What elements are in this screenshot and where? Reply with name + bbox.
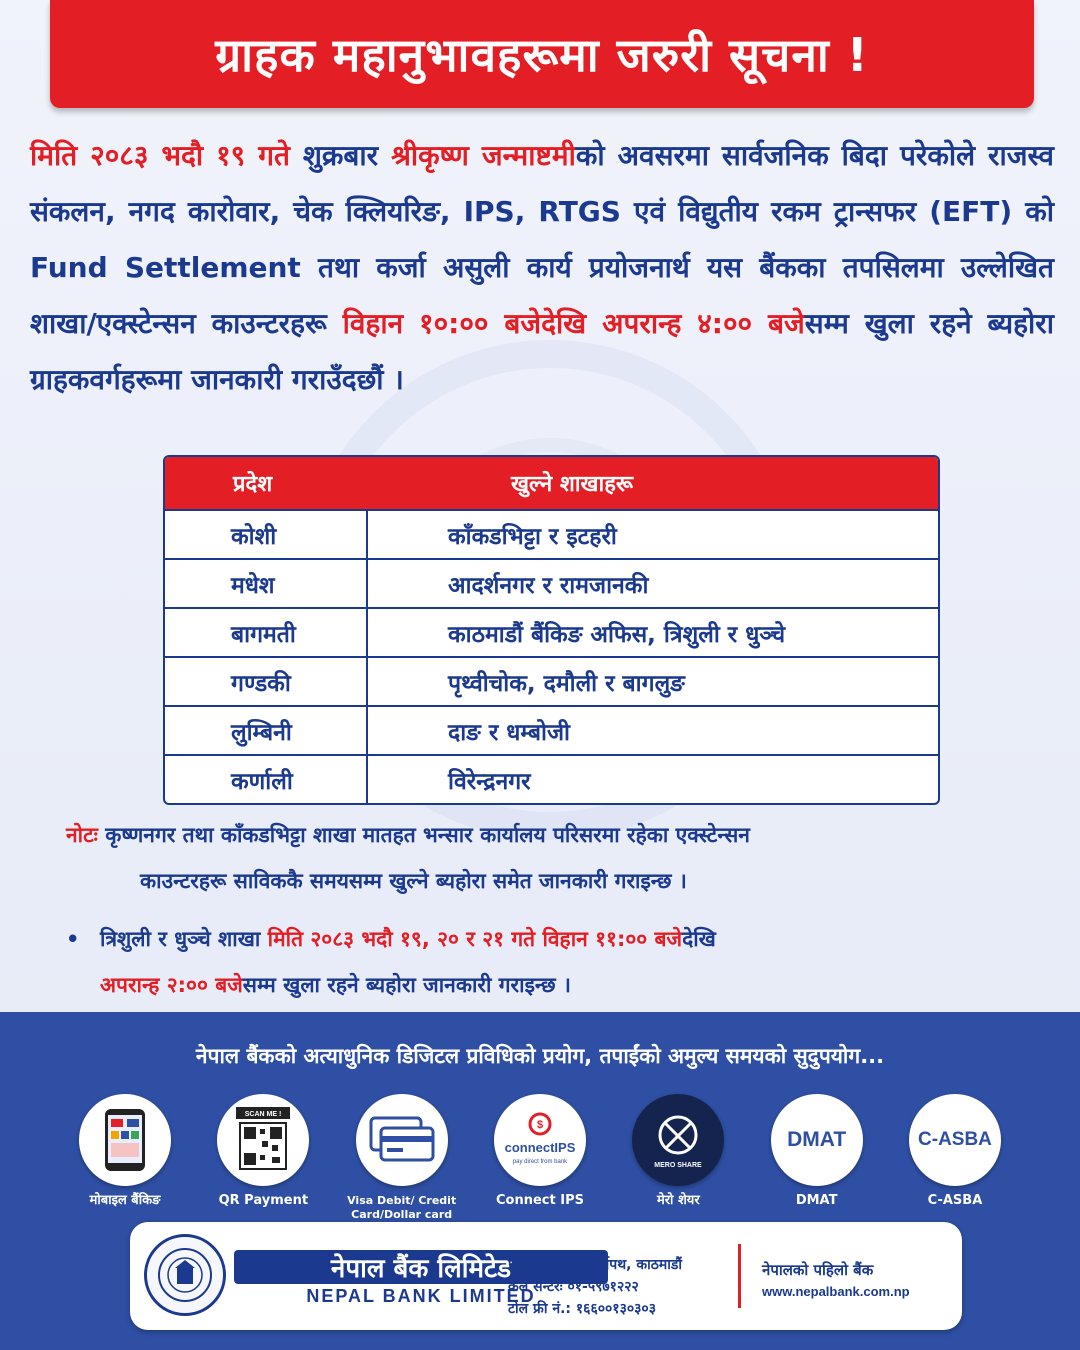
- service-dmat[interactable]: [762, 1094, 872, 1222]
- table-row: [165, 607, 938, 656]
- bullet-branches: त्रिशुली र धुञ्चे शाखा: [100, 927, 268, 951]
- table-header: [165, 457, 938, 509]
- service-label: Visa Debit/ Credit Card/Dollar card: [347, 1194, 457, 1221]
- table-row: [165, 558, 938, 607]
- intro-hours: विहान १०:०० बजेदेखि अपरान्ह ४:०० बजे: [342, 307, 805, 340]
- province-cell: कर्णाली: [165, 756, 368, 803]
- service-label: C-ASBA: [927, 1193, 983, 1208]
- branch-table: [163, 455, 940, 805]
- bullet-until: अपरान्ह २:०० बजे: [100, 973, 243, 997]
- bullet-from: देखि: [682, 927, 716, 951]
- svg-text:$: $: [536, 1119, 544, 1131]
- table-row: [165, 656, 938, 705]
- header-branches: खुल्ने शाखाहरू: [511, 472, 633, 497]
- province-cell: मधेश: [165, 560, 368, 607]
- bullet-note: [66, 916, 1026, 1008]
- province-cell: बागमती: [165, 609, 368, 656]
- mero-share-icon: [632, 1094, 724, 1186]
- bank-tagline: नेपालको पहिलो बैंक: [762, 1261, 874, 1279]
- connect-ips-logo-sub: pay direct from bank: [512, 1159, 568, 1165]
- service-label: मेरो शेयर: [656, 1193, 700, 1208]
- footer-card: [130, 1222, 962, 1330]
- table-row: [165, 509, 938, 558]
- province-cell: लुम्बिनी: [165, 707, 368, 754]
- casba-icon: [909, 1094, 1001, 1186]
- bank-name-nepali: नेपाल बैंक लिमिटेड: [234, 1250, 608, 1284]
- branches-cell: आदर्शनगर र रामजानकी: [448, 572, 649, 599]
- province-cell: गण्डकी: [165, 658, 368, 705]
- bullet-marker: •: [66, 927, 80, 951]
- connect-ips-icon: [494, 1094, 586, 1186]
- service-mobile-banking[interactable]: [70, 1094, 180, 1222]
- intro-closing: सम्म खुला रहने ब्यहोरा ग्राहकवर्गहरूमा जानकारी गराउँदछौं ।: [30, 307, 1054, 396]
- headline-title: ग्राहक महानुभावहरूमा जरुरी सूचना !: [215, 28, 869, 82]
- call-center: कल सेन्टरः ०१-५९७१२२२: [508, 1279, 639, 1295]
- website-link[interactable]: www.nepalbank.com.np: [762, 1284, 910, 1299]
- note-block: [66, 812, 1026, 904]
- branches-cell: पृथ्वीचोक, दमौली र बागलुङ: [448, 670, 685, 697]
- service-label: QR Payment: [218, 1193, 309, 1208]
- service-c-asba[interactable]: [900, 1094, 1010, 1222]
- mobile-phone-icon: [79, 1094, 171, 1186]
- digital-title: नेपाल बैंकको अत्याधुनिक डिजिटल प्रविधिको प्रयोग, तपाईंको अमुल्य समयको सुदुपयोग...: [195, 1044, 885, 1068]
- footer-divider: [738, 1244, 741, 1308]
- service-label: Connect IPS: [495, 1193, 584, 1208]
- intro-date: मिति २०८३ भदौ १९ गते: [30, 139, 290, 172]
- services-row: [70, 1094, 1010, 1222]
- branches-cell: काँकडभिट्टा र इटहरी: [448, 523, 617, 550]
- bank-name-english: NEPAL BANK LIMITED: [306, 1286, 536, 1306]
- toll-free: टोल फ्री नं.: १६६००१३०३०३: [508, 1301, 656, 1317]
- bullet-dates: मिति २०८३ भदौ १९, २० र २१ गते विहान ११:०० बजे: [267, 927, 683, 951]
- connect-ips-logo-text: connectIPS: [504, 1140, 576, 1155]
- branches-cell: दाङ र धम्बोजी: [448, 719, 570, 746]
- branches-cell: विरेन्द्रनगर: [448, 768, 531, 795]
- branches-cell: काठमाडौं बैंकिङ अफिस, त्रिशुली र धुञ्चे: [448, 621, 786, 648]
- service-mero-share[interactable]: [623, 1094, 733, 1222]
- intro-festival: श्रीकृष्ण जन्माष्टमी: [391, 139, 576, 172]
- qr-code-icon: [217, 1094, 309, 1186]
- service-cards[interactable]: [347, 1094, 457, 1222]
- service-label: मोबाइल बैंकिङ: [89, 1193, 161, 1208]
- intro-body: को अवसरमा सार्वजनिक बिदा परेकोले राजस्व संकलन, नगद कारोवार, चेक क्लियरिङ, IPS, RTGS एवं विद्युतीय रकम ट्रान्सफर (EFT) को Fund Settlement तथा कर्जा असुली कार्य प्रयोजनार्थ यस बैंकका तपसिलमा उल्लेखित शाखा/एक्स्टेन्सन काउन्टरहरू: [30, 139, 1054, 340]
- table-row: [165, 705, 938, 754]
- header-province: प्रदेश: [233, 472, 273, 497]
- bullet-closing: सम्म खुला रहने ब्यहोरा जानकारी गराइन्छ ।: [242, 973, 571, 997]
- note-line-2: काउन्टरहरू साविककै समयसम्म खुल्ने ब्यहोरा समेत जानकारी गराइन्छ ।: [140, 869, 687, 893]
- service-connect-ips[interactable]: [485, 1094, 595, 1222]
- dmat-icon: [771, 1094, 863, 1186]
- qr-badge: SCAN ME !: [245, 1111, 282, 1118]
- headline-banner: [50, 0, 1034, 108]
- service-qr-payment[interactable]: [208, 1094, 318, 1222]
- mero-share-logo-text: MERO SHARE: [654, 1162, 703, 1169]
- province-cell: कोशी: [165, 511, 368, 558]
- dmat-logo-text: DMAT: [787, 1128, 847, 1151]
- intro-day: शुक्रबार: [289, 139, 392, 172]
- cards-icon: [356, 1094, 448, 1186]
- service-label: DMAT: [795, 1193, 838, 1208]
- note-line-1: कृष्णनगर तथा काँकडभिट्टा शाखा मातहत भन्सार कार्यालय परिसरमा रहेका एक्स्टेन्सन: [97, 823, 750, 847]
- contact-info: [508, 1254, 682, 1320]
- casba-logo-text: C-ASBA: [918, 1129, 992, 1150]
- intro-paragraph: [30, 128, 1054, 408]
- table-row: [165, 754, 938, 803]
- head-office: प्रधान कार्यालयः धर्मपथ, काठमाडौं: [508, 1257, 682, 1273]
- note-label: नोटः: [66, 823, 98, 847]
- bank-logo-seal: [144, 1234, 226, 1316]
